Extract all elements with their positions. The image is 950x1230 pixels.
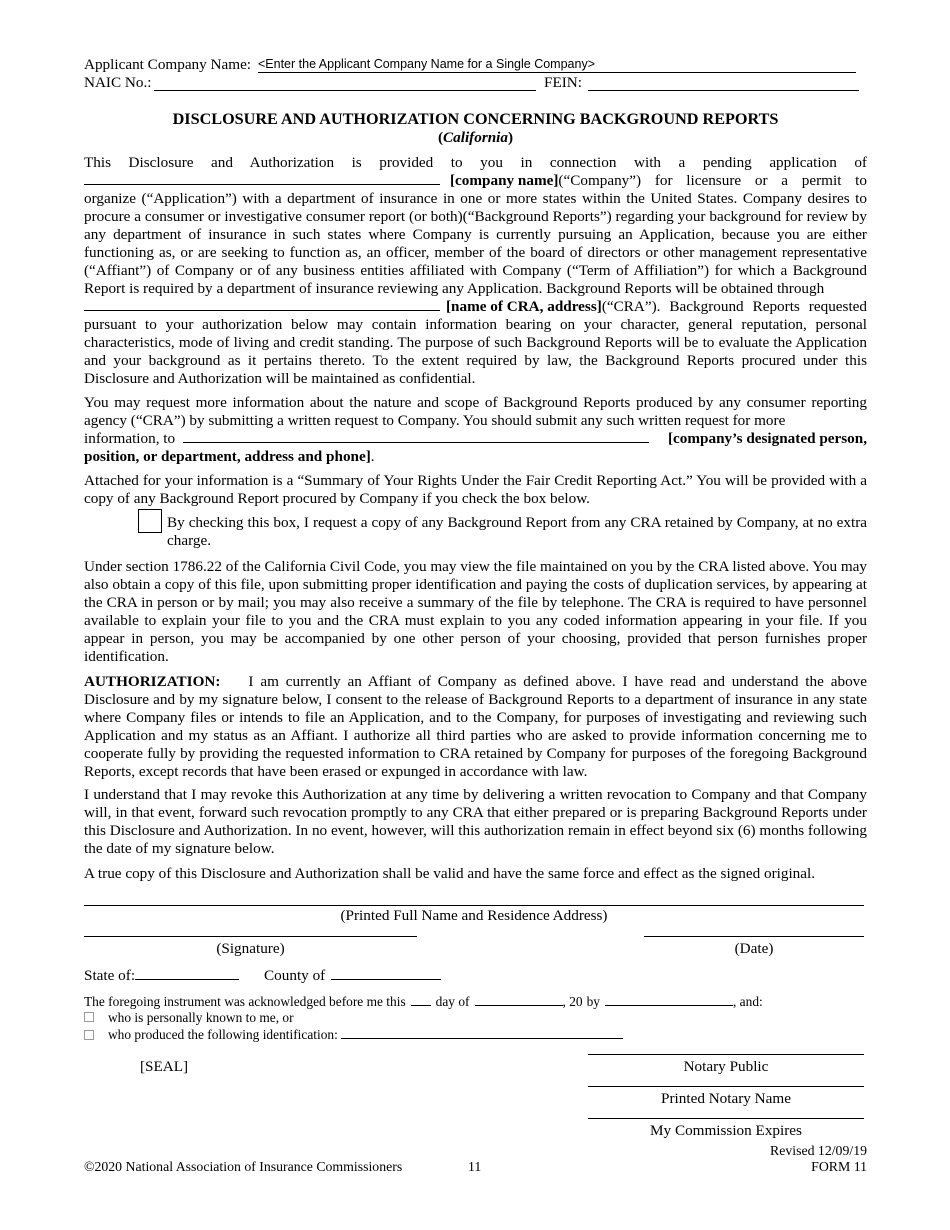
signature-line[interactable]: [84, 936, 417, 937]
applicant-label: Applicant Company Name:: [84, 56, 252, 73]
cra-blank[interactable]: [84, 298, 440, 311]
option1-row: [84, 1009, 867, 1027]
naic-label: NAIC No.:: [84, 74, 152, 91]
naic-input[interactable]: [154, 74, 536, 91]
option2-row: [84, 1026, 867, 1044]
authorization-text: I am currently an Affiant of Company as defined above. I have read and understand the above Disclosure and by my signature below, I consent to the release of Background Reports to a department of insurance in any state where Company files or intends to file an Application, and to the Company, for purposes of investigating and reviewing such Application and my status as an Affiant. I authorize all third parties who are asked to provide information concerning me to cooperate fully by providing the requested information to CRA retained by Company for purposes of the foregoing Background Reports, except records that have been erased or expunged in accordance with law.: [84, 673, 867, 780]
identification-blank[interactable]: [341, 1026, 623, 1039]
subtitle-open: (: [437, 129, 443, 146]
ack-name-blank[interactable]: [605, 993, 733, 1006]
p2-info-line: [84, 430, 867, 448]
p7-text: A true copy of this Disclosure and Authorization shall be valid and have the same force and effect as the signed original.: [84, 865, 816, 882]
company-name-blank[interactable]: [84, 172, 440, 185]
ack-and: , and:: [732, 994, 763, 1009]
option2-label: who produced the following identification:: [108, 1027, 338, 1042]
ack-start: The foregoing instrument was acknowledged before me this: [84, 994, 406, 1009]
printed-notary-line[interactable]: [588, 1086, 864, 1087]
ack-month-blank[interactable]: [475, 993, 563, 1006]
p1-body: organize (“Application”) with a department of insurance in one or more states within the United States. Company desires to procure a consumer or investigative consumer report (or both)(“Background Reports”) regarding your background for review by any department of insurance in such states where Company is currently pursuing an Application, because you are either functioning as, or are seeking to function as, an officer, member of the board of directors or other management representative (“Affiant”) of Company or of any business entities affiliated with Company (“Term of Affiliation”) for which a Background Report is required by a department of insurance reviewing any Application. Background Reports will be obtained through: [84, 190, 867, 297]
applicant-row: [84, 56, 867, 74]
printed-name-line[interactable]: [84, 905, 864, 906]
cra-marker: [name of CRA, address]: [446, 298, 602, 315]
cra-rest: (“CRA”). Background Reports requested: [601, 298, 867, 315]
company-name-marker: [company name]: [450, 172, 559, 189]
footer-copyright: ©2020 National Association of Insurance Commissioners: [84, 1159, 403, 1174]
p4-text: Under section 1786.22 of the California Civil Code, you may view the file maintained on you by the CRA listed above. You may also obtain a copy of this file, upon submitting proper identification and paying the costs of duplication services, by appearing at the CRA in person or by mail; you may also receive a summary of the file by telephone. The CRA is required to have personnel available to explain your file to you and the CRA must explain to you any coded information appearing in your file. If you appear in person, you may be accompanied by one other person of your choosing, provided that person furnishes proper identification.: [84, 558, 867, 665]
identification-checkbox[interactable]: [84, 1030, 94, 1040]
commission-caption: My Commission Expires: [650, 1122, 802, 1139]
p1-line2: [84, 172, 867, 190]
notary-public-line[interactable]: [588, 1054, 864, 1055]
p2-text: You may request more information about the nature and scope of Background Reports produced by any consumer reporting agency (“CRA”) by submitting a written request to Company. You should submit any such written request for more: [84, 394, 867, 429]
designated-blank[interactable]: [183, 430, 649, 443]
ack-day-blank[interactable]: [411, 993, 431, 1006]
p1-cra-line: [84, 298, 867, 316]
fein-label: FEIN:: [544, 74, 582, 91]
fein-input[interactable]: [588, 74, 859, 91]
state-county-row: [84, 967, 867, 985]
form-page: [84, 0, 867, 1230]
notary-public-caption: Notary Public: [683, 1058, 769, 1075]
subtitle-state: California: [443, 129, 508, 146]
state-label: State of:: [84, 967, 136, 984]
page-subtitle: [84, 129, 867, 147]
known-checkbox[interactable]: [84, 1012, 94, 1022]
request-copy-checkbox[interactable]: [138, 509, 162, 533]
signature-caption: (Signature): [216, 940, 285, 957]
revised-date: Revised 12/09/19: [770, 1143, 867, 1158]
checkbox-label: By checking this box, I request a copy of any Background Report from any CRA retained by Company, at no extra charge.: [167, 514, 867, 549]
p3-text: Attached for your information is a “Summary of Your Rights Under the Fair Credit Reporting Act.” You will be provided with a copy of any Background Report procured by Company if you check the box below.: [84, 472, 867, 507]
p5-authorization: [84, 673, 867, 781]
naic-fein-row: [84, 74, 867, 92]
designated-marker-2: position, or department, address and phone]: [84, 448, 371, 465]
commission-line[interactable]: [588, 1118, 864, 1119]
date-caption: (Date): [734, 940, 774, 957]
info-to: information, to: [84, 430, 176, 447]
ack-twenty: , 20: [562, 994, 583, 1009]
p2-period: .: [370, 448, 375, 465]
option1-label: who is personally known to me, or: [108, 1010, 294, 1025]
footer-form-label: FORM 11: [811, 1159, 867, 1174]
p1-body2: pursuant to your authorization below may contain information bearing on your character, general reputation, personal characteristics, mode of living and credit standing. The purpose of such Background Reports will be to evaluate the Application and your background as it pertains thereto. To the extent required by law, the Background Reports procured under this Disclosure and Authorization will be maintained as confidential.: [84, 316, 867, 387]
p6-text: I understand that I may revoke this Authorization at any time by delivering a written revocation to Company and that Company will, in that event, forward such revocation promptly to any CRA that either prepared or is preparing Background Reports under this Disclosure and Authorization. In no event, however, will this authorization remain in effect beyond six (6) months following the date of my signature below.: [84, 786, 867, 857]
state-blank[interactable]: [135, 967, 239, 980]
authorization-label: AUTHORIZATION:: [84, 673, 221, 690]
ack-day-of: day of: [435, 994, 470, 1009]
p2-info-line2: [84, 448, 867, 466]
seal-label: [SEAL]: [140, 1058, 189, 1075]
county-label: County of: [264, 967, 326, 984]
printed-name-caption: (Printed Full Name and Residence Address): [340, 907, 608, 924]
designated-marker: [company’s designated person,: [668, 430, 867, 447]
p1-line2-rest: (“Company”) for licensure or a permit to: [558, 172, 867, 189]
ack-by: by: [586, 994, 600, 1009]
p1-line1: This Disclosure and Authorization is provided to you in connection with a pending application of: [84, 154, 867, 171]
applicant-company-input[interactable]: [258, 56, 856, 73]
page-title: DISCLOSURE AND AUTHORIZATION CONCERNING BACKGROUND REPORTS: [172, 110, 779, 128]
printed-notary-caption: Printed Notary Name: [661, 1090, 791, 1107]
county-blank[interactable]: [331, 967, 441, 980]
subtitle-close: ): [508, 129, 514, 146]
footer-page-number: 11: [468, 1159, 482, 1174]
date-line[interactable]: [644, 936, 864, 937]
